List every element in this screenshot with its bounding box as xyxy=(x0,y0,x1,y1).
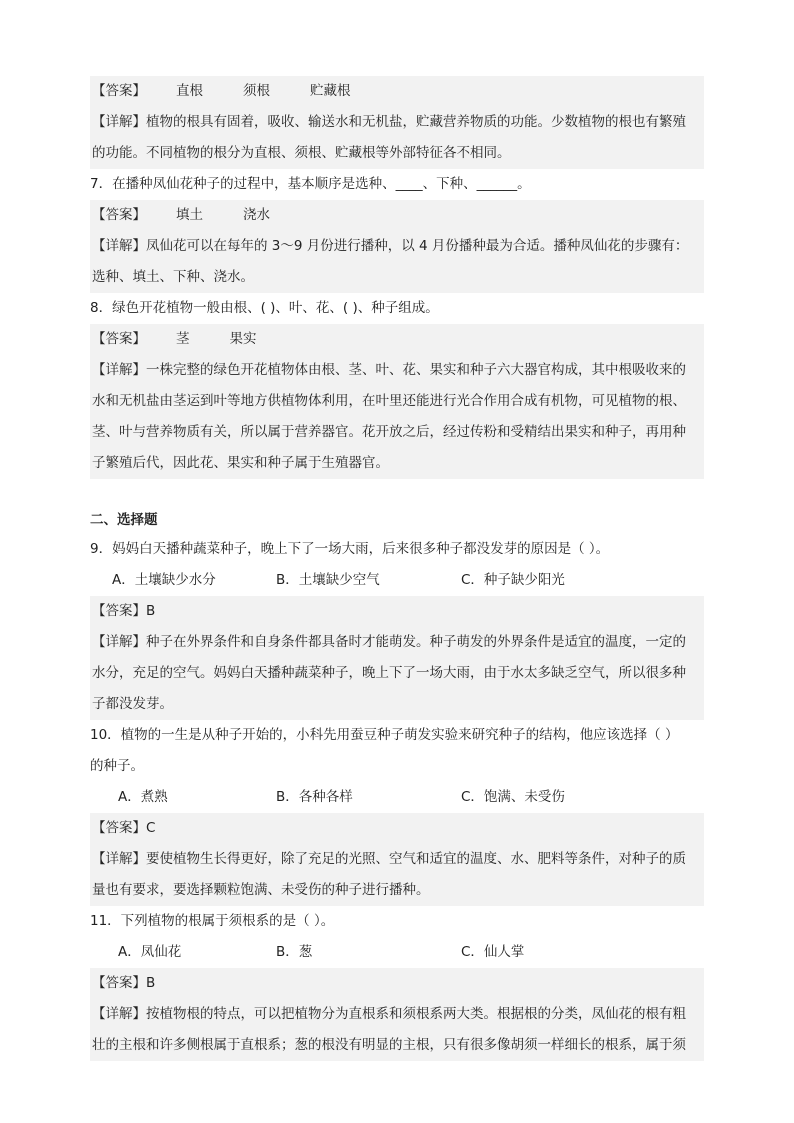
detail-line xyxy=(90,386,704,417)
option-b: B．土壤缺少空气 xyxy=(276,572,380,588)
answer-line-q11: 【答案】B xyxy=(90,968,704,999)
option-a: A．煮熟 xyxy=(118,789,168,805)
answer-tag: 【答案】 xyxy=(92,83,146,99)
option-b: B．葱 xyxy=(276,944,313,960)
answer-tag: 【答案】 xyxy=(92,207,146,223)
answer-line-q9: 【答案】B xyxy=(90,596,704,627)
detail-tag: 【详解】 xyxy=(92,238,146,254)
detail-text: 水分，充足的空气。妈妈白天播种蔬菜种子，晚上下了一场大雨，由于水太多缺乏空气，所以很多种 xyxy=(92,665,686,681)
option-c: C．饱满、未受伤 xyxy=(461,789,565,805)
detail-line xyxy=(90,875,704,906)
detail-line xyxy=(90,262,704,293)
question-10-cont: 的种子。 xyxy=(90,758,144,774)
option-c: C．种子缺少阳光 xyxy=(461,572,565,588)
options-q10 xyxy=(90,782,704,813)
detail-text: 按植物根的特点，可以把植物分为直根系和须根系两大类。根据根的分类，凤仙花的根有粗 xyxy=(146,1006,686,1022)
question-7: 7．在播种凤仙花种子的过程中，基本顺序是选种、____、下种、______。 xyxy=(90,176,531,192)
document-page xyxy=(90,76,704,1061)
answer-value: 浇水 xyxy=(243,207,270,223)
detail-line xyxy=(90,999,704,1030)
options-q11 xyxy=(90,937,704,968)
detail-line xyxy=(90,417,704,448)
detail-text: 选种、填土、下种、浇水。 xyxy=(92,269,254,285)
detail-tag: 【详解】 xyxy=(92,362,146,378)
detail-text: 茎、叶与营养物质有关，所以属于营养器官。花开放之后，经过传粉和受精结出果实和种子，再用种 xyxy=(92,424,686,440)
answer-tag: 【答案】 xyxy=(92,331,146,347)
detail-line xyxy=(90,231,704,262)
detail-text: 壮的主根和许多侧根属于直根系；葱的根没有明显的主根，只有很多像胡须一样细长的根系，属于须 xyxy=(92,1037,686,1053)
detail-line xyxy=(90,1030,704,1061)
option-b: B．各种各样 xyxy=(276,789,353,805)
detail-line xyxy=(90,627,704,658)
detail-text: 凤仙花可以在每年的 3～9 月份进行播种，以 4 月份播种最为合适。播种凤仙花的步骤有： xyxy=(146,238,689,254)
options-q9 xyxy=(90,565,704,596)
detail-line xyxy=(90,448,704,479)
detail-text: 的功能。不同植物的根分为直根、须根、贮藏根等外部特征各不相同。 xyxy=(92,145,511,161)
detail-line xyxy=(90,138,704,169)
detail-text: 子繁殖后代，因此花、果实和种子属于生殖器官。 xyxy=(92,455,389,471)
answer-line-q6 xyxy=(90,76,704,107)
answer-value: 贮藏根 xyxy=(310,83,351,99)
option-c: C．仙人掌 xyxy=(461,944,525,960)
detail-line xyxy=(90,689,704,720)
question-9: 9．妈妈白天播种蔬菜种子，晚上下了一场大雨，后来很多种子都没发芽的原因是（ ）。 xyxy=(90,541,610,557)
detail-text: 种子在外界条件和自身条件都具备时才能萌发。种子萌发的外界条件是适宜的温度，一定的 xyxy=(146,634,686,650)
detail-line xyxy=(90,107,704,138)
detail-text: 要使植物生长得更好，除了充足的光照、空气和适宜的温度、水、肥料等条件，对种子的质 xyxy=(146,851,686,867)
section-title: 二、选择题 xyxy=(90,512,158,528)
answer-value: 直根 xyxy=(176,83,203,99)
question-11: 11．下列植物的根属于须根系的是（ ）。 xyxy=(90,913,335,929)
detail-tag: 【详解】 xyxy=(92,851,146,867)
detail-line xyxy=(90,658,704,689)
question-8: 8．绿色开花植物一般由根、( )、叶、花、( )、种子组成。 xyxy=(90,300,439,316)
detail-text: 一株完整的绿色开花植物体由根、茎、叶、花、果实和种子六大器官构成，其中根吸收来的 xyxy=(146,362,686,378)
detail-line xyxy=(90,844,704,875)
question-10: 10．植物的一生是从种子开始的，小科先用蚕豆种子萌发实验来研究种子的结构，他应该选择（ ） xyxy=(90,727,679,743)
answer-value: 茎 xyxy=(176,331,190,347)
detail-text: 植物的根具有固着，吸收、输送水和无机盐，贮藏营养物质的功能。少数植物的根也有繁殖 xyxy=(146,114,686,130)
option-a: A．凤仙花 xyxy=(118,944,182,960)
answer-value: 填土 xyxy=(176,207,203,223)
detail-tag: 【详解】 xyxy=(92,1006,146,1022)
answer-line-q7 xyxy=(90,200,704,231)
option-a: A．土壤缺少水分 xyxy=(112,572,216,588)
detail-line xyxy=(90,355,704,386)
detail-tag: 【详解】 xyxy=(92,114,146,130)
answer-value: 须根 xyxy=(243,83,270,99)
answer-line-q10: 【答案】C xyxy=(90,813,704,844)
answer-value: 果实 xyxy=(229,331,257,347)
answer-line-q8 xyxy=(90,324,704,355)
detail-text: 量也有要求，要选择颗粒饱满、未受伤的种子进行播种。 xyxy=(92,882,430,898)
detail-text: 水和无机盐由茎运到叶等地方供植物体利用，在叶里还能进行光合作用合成有机物，可见植物的根、 xyxy=(92,393,686,409)
detail-tag: 【详解】 xyxy=(92,634,146,650)
detail-text: 子都没发芽。 xyxy=(92,696,173,712)
